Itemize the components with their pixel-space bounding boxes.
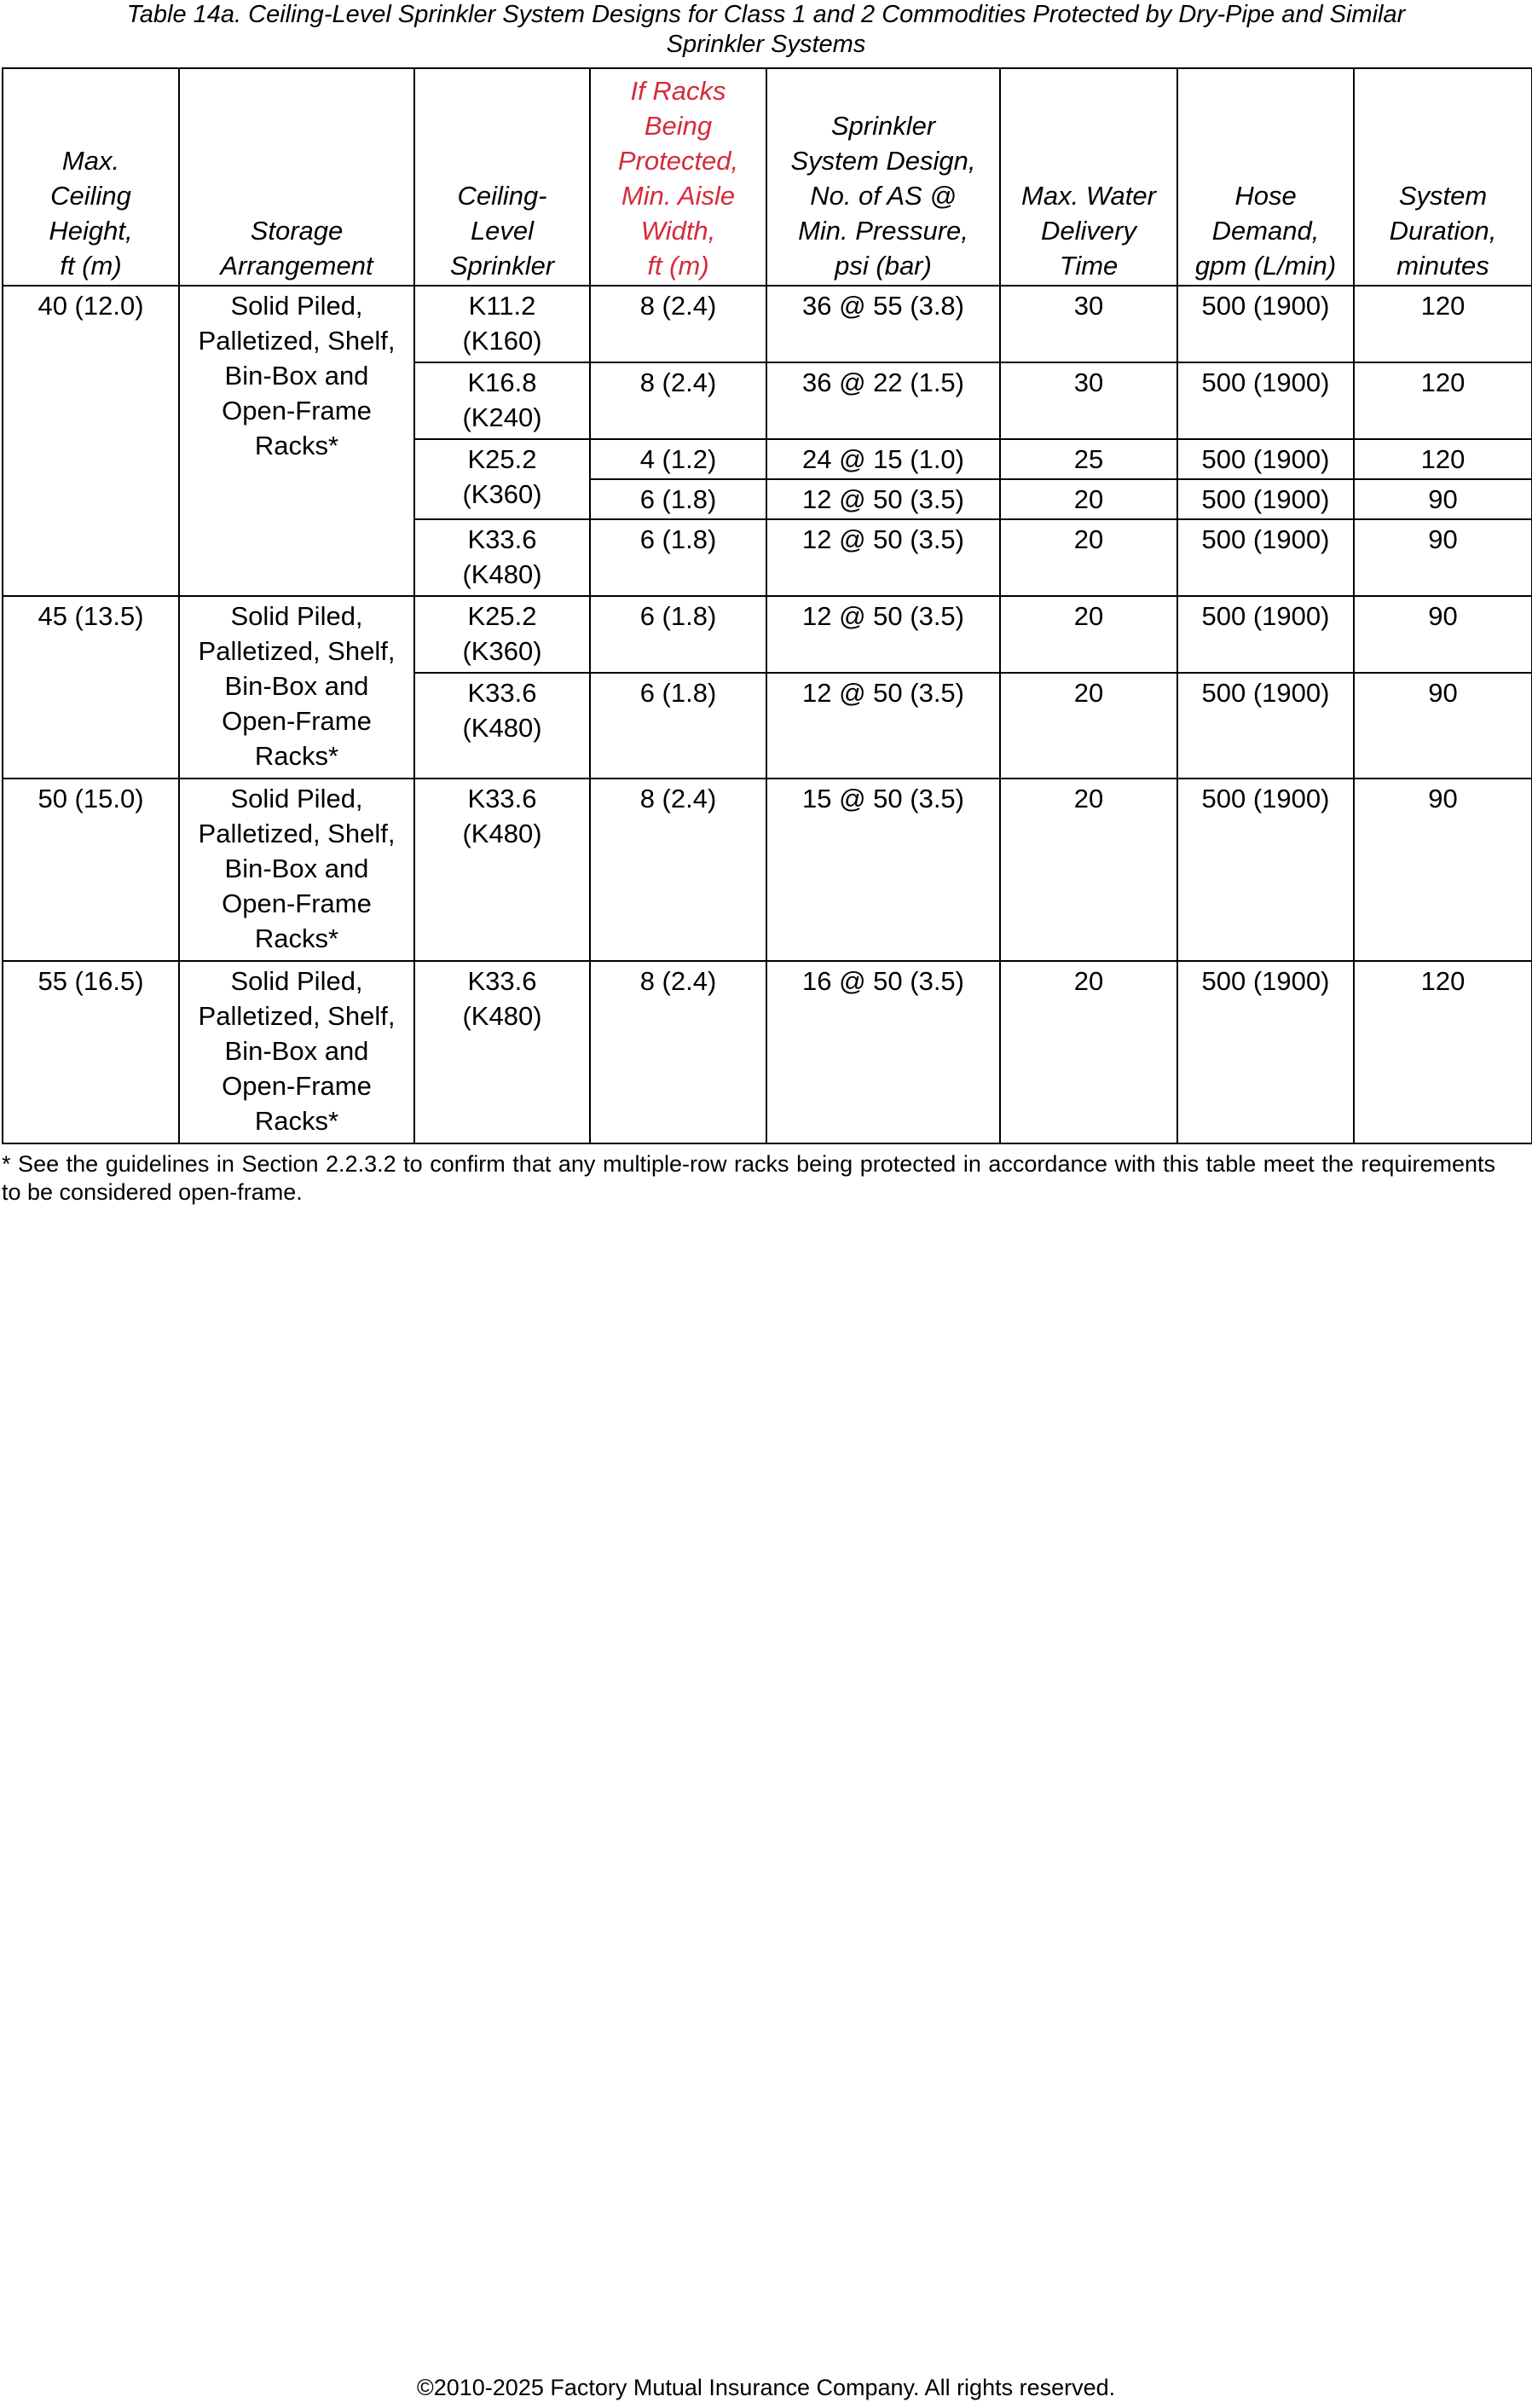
hose-demand-cell: 500 (1900)	[1177, 479, 1354, 519]
table-row	[3, 596, 1532, 673]
sprinkler-cell: K33.6 (K480)	[414, 519, 590, 596]
system-design-cell: 12 @ 50 (3.5)	[766, 673, 1000, 779]
sprinkler-cell: K11.2 (K160)	[414, 286, 590, 362]
delivery-time-cell: 30	[1000, 286, 1177, 362]
caption-line: Sprinkler Systems	[666, 31, 866, 58]
ceiling-height-cell: 45 (13.5)	[3, 596, 179, 779]
header-hose-demand: Hose Demand, gpm (L/min)	[1177, 68, 1354, 286]
system-design-cell: 24 @ 15 (1.0)	[766, 439, 1000, 479]
delivery-time-cell: 20	[1000, 519, 1177, 596]
table-row	[3, 779, 1532, 961]
table-footnote: * See the guidelines in Section 2.2.3.2 to confirm that any multiple-row racks being protected in accordance with this table meet the requirements to be considered open-frame.	[2, 1151, 1495, 1205]
duration-cell: 120	[1354, 961, 1532, 1143]
header-min-aisle-width: If Racks Being Protected, Min. Aisle Width, ft (m)	[590, 68, 766, 286]
delivery-time-cell: 20	[1000, 673, 1177, 779]
duration-cell: 120	[1354, 439, 1532, 479]
aisle-width-cell: 8 (2.4)	[590, 286, 766, 362]
hose-demand-cell: 500 (1900)	[1177, 673, 1354, 779]
sprinkler-cell: K33.6 (K480)	[414, 779, 590, 961]
system-design-cell: 36 @ 22 (1.5)	[766, 362, 1000, 439]
duration-cell: 120	[1354, 286, 1532, 362]
header-row	[3, 68, 1532, 286]
duration-cell: 90	[1354, 779, 1532, 961]
hose-demand-cell: 500 (1900)	[1177, 286, 1354, 362]
duration-cell: 120	[1354, 362, 1532, 439]
sprinkler-cell: K25.2 (K360)	[414, 439, 590, 519]
hose-demand-cell: 500 (1900)	[1177, 519, 1354, 596]
ceiling-height-cell: 55 (16.5)	[3, 961, 179, 1143]
aisle-width-cell: 6 (1.8)	[590, 596, 766, 673]
delivery-time-cell: 20	[1000, 479, 1177, 519]
aisle-width-cell: 6 (1.8)	[590, 479, 766, 519]
duration-cell: 90	[1354, 519, 1532, 596]
header-ceiling-level-sprinkler: Ceiling- Level Sprinkler	[414, 68, 590, 286]
header-system-duration: System Duration, minutes	[1354, 68, 1532, 286]
aisle-width-cell: 6 (1.8)	[590, 673, 766, 779]
copyright-notice: ©2010-2025 Factory Mutual Insurance Company. All rights reserved.	[416, 2375, 1116, 2400]
header-ceiling-height: Max. Ceiling Height, ft (m)	[3, 68, 179, 286]
system-design-cell: 15 @ 50 (3.5)	[766, 779, 1000, 961]
header-system-design: Sprinkler System Design, No. of AS @ Min. Pressure, psi (bar)	[766, 68, 1000, 286]
delivery-time-cell: 20	[1000, 779, 1177, 961]
table-row	[3, 286, 1532, 362]
aisle-width-cell: 8 (2.4)	[590, 961, 766, 1143]
aisle-width-cell: 6 (1.8)	[590, 519, 766, 596]
caption-line: Table 14a. Ceiling-Level Sprinkler System Designs for Class 1 and 2 Commodities Protected by Dry-Pipe and Similar	[126, 1, 1406, 28]
hose-demand-cell: 500 (1900)	[1177, 362, 1354, 439]
sprinkler-cell: K33.6 (K480)	[414, 961, 590, 1143]
storage-arrangement-cell: Solid Piled, Palletized, Shelf, Bin-Box and Open-Frame Racks*	[179, 286, 414, 596]
ceiling-height-cell: 50 (15.0)	[3, 779, 179, 961]
aisle-width-cell: 4 (1.2)	[590, 439, 766, 479]
ceiling-height-cell: 40 (12.0)	[3, 286, 179, 596]
delivery-time-cell: 25	[1000, 439, 1177, 479]
delivery-time-cell: 20	[1000, 961, 1177, 1143]
aisle-width-cell: 8 (2.4)	[590, 779, 766, 961]
sprinkler-cell: K16.8 (K240)	[414, 362, 590, 439]
hose-demand-cell: 500 (1900)	[1177, 439, 1354, 479]
system-design-cell: 12 @ 50 (3.5)	[766, 519, 1000, 596]
header-max-water-delivery-time: Max. Water Delivery Time	[1000, 68, 1177, 286]
storage-arrangement-cell: Solid Piled, Palletized, Shelf, Bin-Box and Open-Frame Racks*	[179, 961, 414, 1143]
storage-arrangement-cell: Solid Piled, Palletized, Shelf, Bin-Box and Open-Frame Racks*	[179, 596, 414, 779]
system-design-cell: 16 @ 50 (3.5)	[766, 961, 1000, 1143]
sprinkler-cell: K33.6 (K480)	[414, 673, 590, 779]
system-design-cell: 12 @ 50 (3.5)	[766, 596, 1000, 673]
sprinkler-cell: K25.2 (K360)	[414, 596, 590, 673]
system-design-cell: 12 @ 50 (3.5)	[766, 479, 1000, 519]
table-row	[3, 961, 1532, 1143]
duration-cell: 90	[1354, 596, 1532, 673]
delivery-time-cell: 30	[1000, 362, 1177, 439]
hose-demand-cell: 500 (1900)	[1177, 961, 1354, 1143]
header-storage-arrangement: Storage Arrangement	[179, 68, 414, 286]
table-caption	[0, 0, 1532, 60]
delivery-time-cell: 20	[1000, 596, 1177, 673]
system-design-cell: 36 @ 55 (3.8)	[766, 286, 1000, 362]
hose-demand-cell: 500 (1900)	[1177, 596, 1354, 673]
duration-cell: 90	[1354, 479, 1532, 519]
storage-arrangement-cell: Solid Piled, Palletized, Shelf, Bin-Box and Open-Frame Racks*	[179, 779, 414, 961]
hose-demand-cell: 500 (1900)	[1177, 779, 1354, 961]
sprinkler-design-table	[2, 67, 1532, 1144]
aisle-width-cell: 8 (2.4)	[590, 362, 766, 439]
duration-cell: 90	[1354, 673, 1532, 779]
